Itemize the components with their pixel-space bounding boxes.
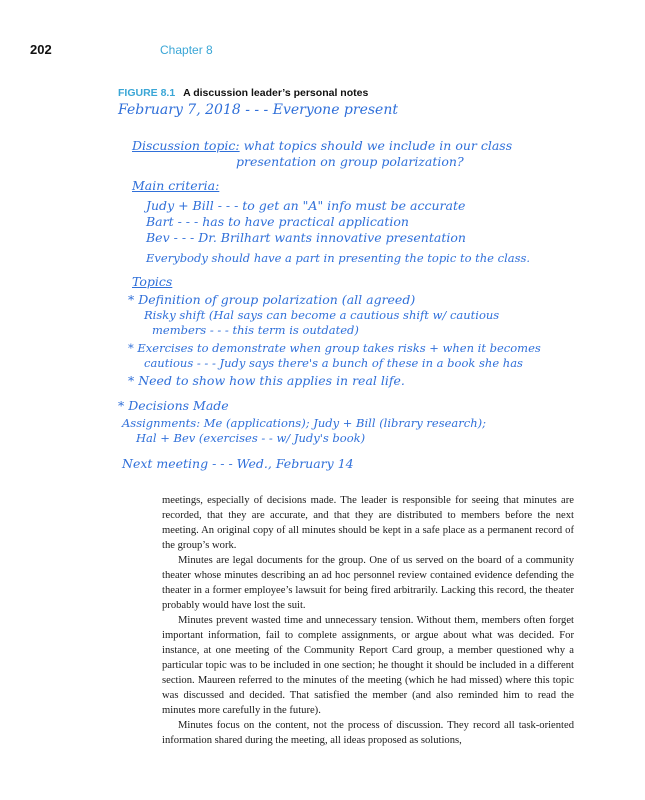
topic-item: * Exercises to demonstrate when group takes risks + when it becomes xyxy=(128,341,541,355)
decisions-label: * Decisions Made xyxy=(118,398,229,413)
next-meeting-line: Next meeting - - - Wed., February 14 xyxy=(122,456,354,471)
body-paragraph: Minutes are legal documents for the group. One of us served on the board of a community theater whose minutes describing an ad hoc personnel review contained evidence defending the theater in a former employee’s lawsuit for being fired arbitrarily. Lacking this record, the theater probably would have lost the suit. xyxy=(162,555,574,611)
topic-item: * Definition of group polarization (all agreed) xyxy=(128,292,416,307)
body-paragraph: meetings, especially of decisions made. The leader is responsible for seeing that minutes are recorded, that they are accurate, and that they are distributed to members before the next meeting. An original copy of all minutes should be kept in a safe place as a permanent record of the group’s work. xyxy=(162,495,574,551)
criteria-item: Everybody should have a part in presenting the topic to the class. xyxy=(146,251,531,265)
body-text xyxy=(162,493,574,748)
chapter-label: Chapter 8 xyxy=(160,43,213,57)
criteria-item: Bev - - - Dr. Brilhart wants innovative presentation xyxy=(146,230,466,245)
topic-item: * Need to show how this applies in real life. xyxy=(128,373,405,388)
figure-label: FIGURE 8.1 xyxy=(118,87,176,99)
figure-title: A discussion leader’s personal notes xyxy=(183,87,369,99)
topics-label: Topics xyxy=(132,274,173,289)
notes-date-line: February 7, 2018 - - - Everyone present xyxy=(118,102,398,118)
discussion-topic-text-2: presentation on group polarization? xyxy=(236,154,464,169)
assignment-line: Assignments: Me (applications); Judy + Bill (library research); xyxy=(122,416,486,430)
topic-item: Risky shift (Hal says can become a cautious shift w/ cautious xyxy=(144,308,500,322)
body-paragraph: Minutes focus on the content, not the process of discussion. They record all task-oriented information shared during the meeting, all ideas proposed as solutions, xyxy=(162,720,574,746)
topic-item: members - - - this term is outdated) xyxy=(152,323,359,337)
criteria-item: Bart - - - has to have practical application xyxy=(146,214,409,229)
page-number: 202 xyxy=(30,42,52,57)
assignment-line: Hal + Bev (exercises - - w/ Judy's book) xyxy=(136,431,366,445)
criteria-item: Judy + Bill - - - to get an "A" info must be accurate xyxy=(146,198,466,213)
notes-topic-line-1 xyxy=(132,138,512,154)
figure-caption xyxy=(118,87,368,99)
discussion-topic-text-1: what topics should we include in our class xyxy=(243,138,513,153)
topic-item: cautious - - - Judy says there's a bunch of these in a book she has xyxy=(144,356,523,370)
main-criteria-label: Main criteria: xyxy=(132,178,220,193)
discussion-topic-label: Discussion topic: xyxy=(132,138,240,153)
body-paragraph: Minutes prevent wasted time and unnecessary tension. Without them, members often forget important information, fail to complete assignments, or argue about what was decided. For instance, at one meeting of the Community Report Card group, a member questioned why a particular topic was to be included in one section; he thought it should be included in a different section. Maureen referred to the minutes of the meeting (which he had missed) where this topic was discussed and decided. That satisfied the member (and also reminded him to read the minutes more carefully in the future). xyxy=(162,615,574,716)
